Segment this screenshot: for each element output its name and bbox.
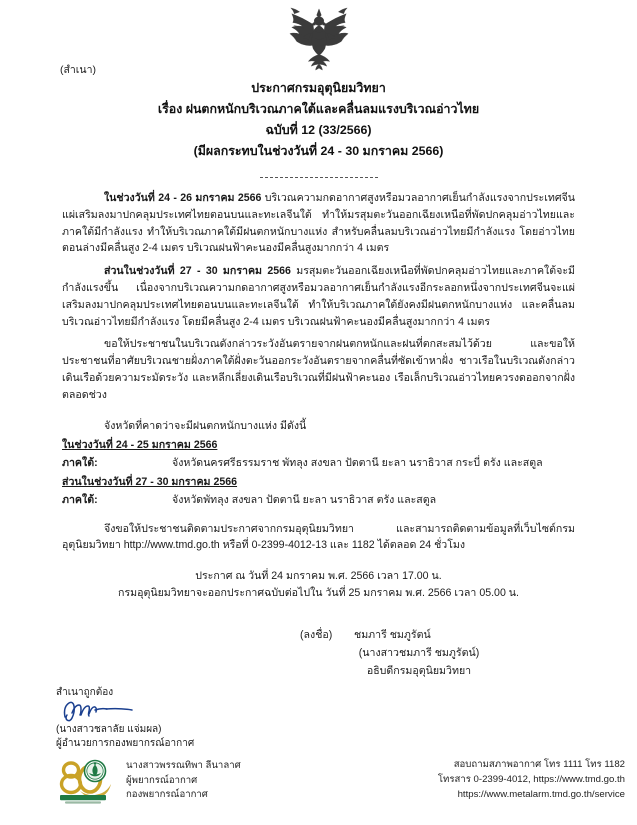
- signed-name: ชมภารี ชมภูรัตน์: [354, 629, 431, 641]
- province-group-1-date: ในช่วงวันที่ 24 - 25 มกราคม 2566: [62, 438, 218, 451]
- province-group-1-region-label: ภาคใต้:: [62, 456, 98, 469]
- province-group-2-list: จังหวัดพัทลุง สงขลา ปัตตานี ยะลา นราธิวาส ตรัง และสตูล: [172, 493, 437, 506]
- province-group-1-list: จังหวัดนครศรีธรรมราช พัทลุง สงขลา ปัตตานี ยะลา นราธิวาส กระบี่ ตรัง และสตูล: [172, 456, 543, 469]
- paragraph-1: [62, 190, 575, 257]
- paragraph-2-text: มรสุมตะวันออกเฉียงเหนือที่พัดปกคลุมอ่าวไทยและภาคใต้จะมีกำลังแรงขึ้น เนื่องจากบริเวณความกดอากาศสูงหรือมวลอากาศเย็นกำลังแรงอีกระลอกหนึ่งจากประเทศจีนจะแผ่เสริมลงมาปกคลุมประเทศไทยตอนบนและทะเลจีนใต้ ทำให้บริเวณภาคใต้ยังคงมีฝนตกหนักบางแห่ง และคลื่นลมบริเวณอ่าวไทยมีกำลังแรง โดยมีคลื่นสูง 2-4 เมตร บริเวณฝนฟ้าคะนองมีคลื่นสูงมากกว่า 4 เมตร: [62, 265, 575, 328]
- followup-block: [62, 521, 575, 555]
- signature-line: [300, 626, 560, 644]
- paragraph-2-lead: ส่วนในช่วงวันที่ 27 - 30 มกราคม 2566: [104, 265, 291, 278]
- province-group-1-row: [62, 455, 575, 472]
- footer-service-url: https://www.metalarm.tmd.go.th/service: [457, 789, 625, 800]
- signature-block: [300, 626, 560, 680]
- footer-contact-fax-website: โทรสาร 0-2399-4012, https://www.tmd.go.th: [437, 774, 625, 785]
- issued-at: ประกาศ ณ วันที่ 24 มกราคม พ.ศ. 2566 เวลา 17.00 น.: [195, 570, 442, 583]
- province-group-2-date: ส่วนในช่วงวันที่ 27 - 30 มกราคม 2566: [62, 475, 238, 488]
- next-issue: กรมอุตุนิยมวิทยาจะออกประกาศฉบับต่อไปใน วันที่ 25 มกราคม พ.ศ. 2566 เวลา 05.00 น.: [118, 587, 519, 600]
- footer-forecaster-division: กองพยากรณ์อากาศ: [126, 789, 208, 800]
- signature-name-parens: (นางสาวชมภารี ชมภูรัตน์): [358, 647, 480, 659]
- certified-copy-position: ผู้อำนวยการกองพยากรณ์อากาศ: [56, 738, 195, 749]
- followup-text: จึงขอให้ประชาชนติดตามประกาศจากกรมอุตุนิยมวิทยา และสามารถติดตามข้อมูลที่เว็บไซต์กรมอุตุนิยมวิทยา http://www.tmd.go.th หรือที่ 0-2399-4012-13 และ 1182 ได้ตลอด 24 ชั่วโมง: [62, 522, 575, 552]
- garuda-emblem: [270, 6, 368, 72]
- signed-label: (ลงชื่อ): [300, 629, 333, 641]
- footer-left: [56, 757, 241, 805]
- copy-mark: (สำเนา): [60, 64, 96, 76]
- province-group-2-row: [62, 492, 575, 509]
- signature-position: อธิบดีกรมอุตุนิยมวิทยา: [366, 665, 472, 677]
- certified-copy-block: [56, 686, 306, 751]
- footer-right: [438, 757, 625, 802]
- footer-contact-phone: สอบถามสภาพอากาศ โทร 1111 โทร 1182: [453, 759, 625, 770]
- province-group-2-region-label: ภาคใต้:: [62, 493, 98, 506]
- paragraph-3: ขอให้ประชาชนในบริเวณดังกล่าวระวังอันตรายจากฝนตกหนักและฝนที่ตกสะสมไว้ด้วย และขอให้ประชาชนที่อาศัยบริเวณชายฝั่งภาคใต้ฝั่งตะวันออกระวังอันตรายจากคลื่นที่ซัดเข้าหาฝั่ง ชาวเรือในบริเวณดังกล่าวเดินเรือด้วยความระมัดระวัง และหลีกเลี่ยงเดินเรือบริเวณที่มีฝนฟ้าคะนอง เรือเล็กบริเวณอ่าวไทยควรงดออกจากฝั่งตลอดช่วง: [62, 338, 575, 401]
- title-block: [0, 78, 637, 162]
- effective-period: (มีผลกระทบในช่วงวันที่ 24 - 30 มกราคม 2566): [193, 144, 444, 158]
- paragraph-2: [62, 263, 575, 330]
- certified-copy-name: (นางสาวชลาลัย แจ่มผล): [56, 724, 162, 735]
- paragraph-1-lead: ในช่วงวันที่ 24 - 26 มกราคม 2566: [104, 192, 262, 204]
- footer-forecaster-title: ผู้พยากรณ์อากาศ: [126, 774, 198, 786]
- issue-number: ฉบับที่ 12 (33/2566): [265, 123, 372, 137]
- spacer: [62, 410, 575, 418]
- footer-left-text: [126, 757, 241, 803]
- document-subject: เรื่อง ฝนตกหนักบริเวณภาคใต้และคลื่นลมแรงบริเวณอ่าวไทย: [157, 102, 480, 116]
- document-body: [62, 190, 575, 602]
- tmd-80th-anniversary-logo-icon: [56, 757, 116, 805]
- paragraph-1-text: บริเวณความกดอากาศสูงหรือมวลอากาศเย็นกำลังแรงจากประเทศจีนแผ่เสริมลงมาปกคลุมประเทศไทยตอนบนและทะเลจีนใต้ ทำให้มรสุมตะวันออกเฉียงเหนือที่พัดปกคลุมอ่าวไทยและภาคใต้มีกำลังแรง ทำให้บริเวณภาคใต้มีฝนตกหนักบางแห่ง สำหรับคลื่นลมบริเวณอ่าวไทยมีกำลังแรง โดยอ่าวไทยตอนล่างมีคลื่นสูง 2-4 เมตร บริเวณฝนฟ้าคะนองมีคลื่นสูงมากกว่า 4 เมตร: [62, 192, 575, 255]
- issuance-block: [62, 568, 575, 602]
- provinces-intro: จังหวัดที่คาดว่าจะมีฝนตกหนักบางแห่ง มีดังนี้: [104, 419, 307, 432]
- province-group-2: [62, 474, 575, 509]
- header-divider: [260, 177, 378, 178]
- handwritten-signature-icon: [58, 697, 168, 723]
- certified-copy-label: สำเนาถูกต้อง: [56, 687, 114, 698]
- document-title: ประกาศกรมอุตุนิยมวิทยา: [251, 81, 386, 95]
- province-group-1: [62, 437, 575, 472]
- footer-forecaster-name: นางสาวพรรณทิพา ลีนาลาศ: [126, 760, 241, 771]
